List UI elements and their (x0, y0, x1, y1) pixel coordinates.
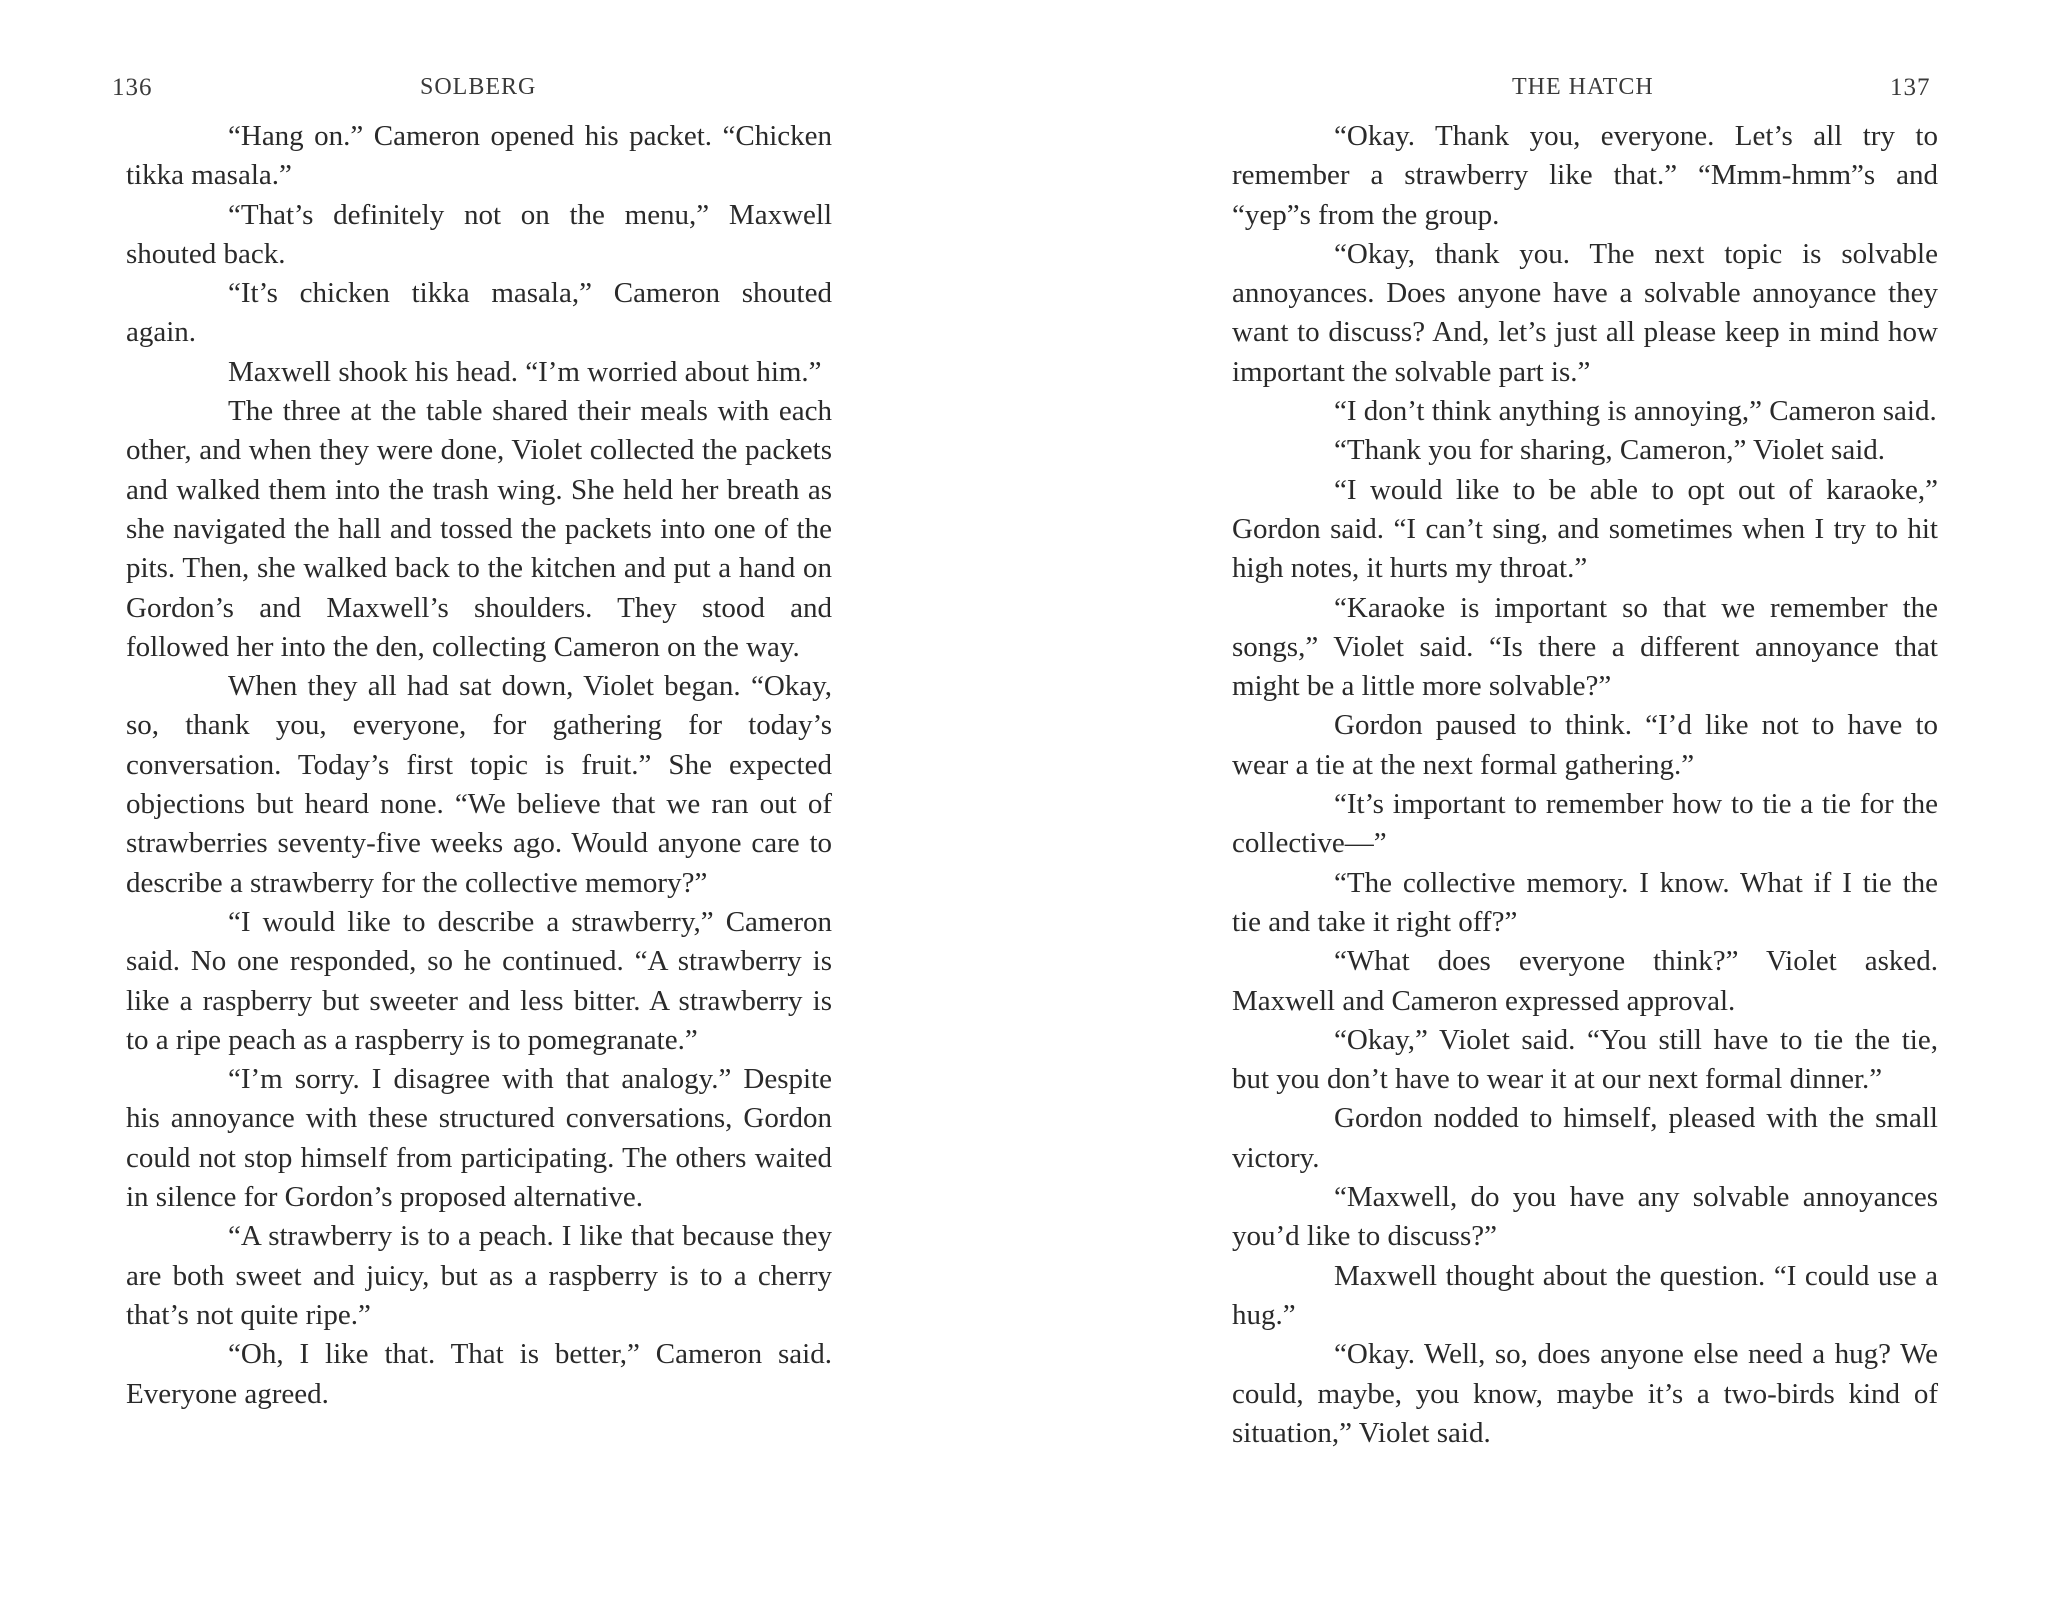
paragraph: “Thank you for sharing, Cameron,” Violet said. (1334, 434, 1885, 467)
paragraph: “Okay. Well, so, does anyone else need a hug? We could, maybe, you know, maybe it’s a two-birds kind of situation,” Violet said. (1232, 1338, 1938, 1449)
page-number: 137 (1890, 74, 1931, 101)
running-head-title: THE HATCH (1512, 74, 1654, 100)
paragraph: The three at the table shared their meals with each other, and when they were done, Violet collected the packets and walked them into the trash wing. She held her breath as she navigated the hall and tossed the packets into one of the pits. Then, she walked back to the kitchen and put a hand on Gordon’s and Maxwell’s shoulders. They stood and followed her into the den, collecting Cameron on the way. (126, 395, 832, 663)
paragraph: “Okay. Thank you, everyone. Let’s all try to remember a strawberry like that.” “Mmm-hmm”s and “yep”s from the group. (1232, 120, 1938, 231)
paragraph: “The collective memory. I know. What if I tie the tie and take it right off?” (1232, 866, 1938, 938)
paragraph: “Maxwell, do you have any solvable annoyances you’d like to discuss?” (1232, 1181, 1938, 1253)
paragraph: “It’s chicken tikka masala,” Cameron shouted again. (126, 277, 832, 349)
paragraph: “Oh, I like that. That is better,” Cameron said. Everyone agreed. (126, 1338, 832, 1410)
paragraph: “Okay,” Violet said. “You still have to tie the tie, but you don’t have to wear it at our next formal dinner.” (1232, 1023, 1938, 1096)
page-number: 136 (112, 74, 153, 101)
paragraph: “Okay, thank you. The next topic is solvable annoyances. Does anyone have a solvable annoyance they want to discuss? And, let’s just all please keep in mind how important the solvable part is.” (1232, 237, 1938, 388)
paragraph: “That’s definitely not on the menu,” Maxwell shouted back. (126, 198, 832, 270)
paragraph: Maxwell thought about the question. “I could use a hug.” (1232, 1259, 1938, 1331)
paragraph: “A strawberry is to a peach. I like that because they are both sweet and juicy, but as a raspberry is to a cherry that’s not quite ripe.” (126, 1220, 832, 1331)
paragraph: “Karaoke is important so that we remember the songs,” Violet said. “Is there a different annoyance that might be a little more solvable?” (1232, 591, 1938, 703)
paragraph: “What does everyone think?” Violet asked. Maxwell and Cameron expressed approval. (1232, 945, 1938, 1017)
paragraph: “It’s important to remember how to tie a tie for the collective—” (1232, 788, 1938, 860)
right-page (1024, 0, 2048, 1598)
paragraph: When they all had sat down, Violet began. “Okay, so, thank you, everyone, for gathering for today’s conversation. Today’s first topic is fruit.” She expected objections but heard none. “We believe that we ran out of strawberries seventy-five weeks ago. Would anyone care to describe a strawberry for the collective memory?” (126, 670, 832, 899)
paragraph: “I’m sorry. I disagree with that analogy.” Despite his annoyance with these structured conversations, Gordon could not stop himself from participating. The others waited in silence for Gordon’s proposed alternative. (126, 1063, 832, 1214)
paragraph: Gordon paused to think. “I’d like not to have to wear a tie at the next formal gathering.” (1232, 709, 1938, 781)
body-text (1232, 117, 1938, 1453)
body-text (126, 117, 832, 1414)
paragraph: “Hang on.” Cameron opened his packet. “Chicken tikka masala.” (126, 120, 832, 192)
running-head-author: SOLBERG (420, 74, 537, 100)
paragraph: Gordon nodded to himself, pleased with the small victory. (1232, 1102, 1938, 1174)
paragraph: “I would like to describe a strawberry,” Cameron said. No one responded, so he continued. “A strawberry is like a raspberry but sweeter and less bitter. A strawberry is to a ripe peach as a raspberry is to pomegranate.” (126, 905, 832, 1056)
paragraph: Maxwell shook his head. “I’m worried about him.” (228, 355, 822, 388)
paragraph: “I would like to be able to opt out of karaoke,” Gordon said. “I can’t sing, and sometimes when I try to hit high notes, it hurts my throat.” (1232, 473, 1938, 585)
paragraph: “I don’t think anything is annoying,” Cameron said. (1334, 395, 1937, 428)
